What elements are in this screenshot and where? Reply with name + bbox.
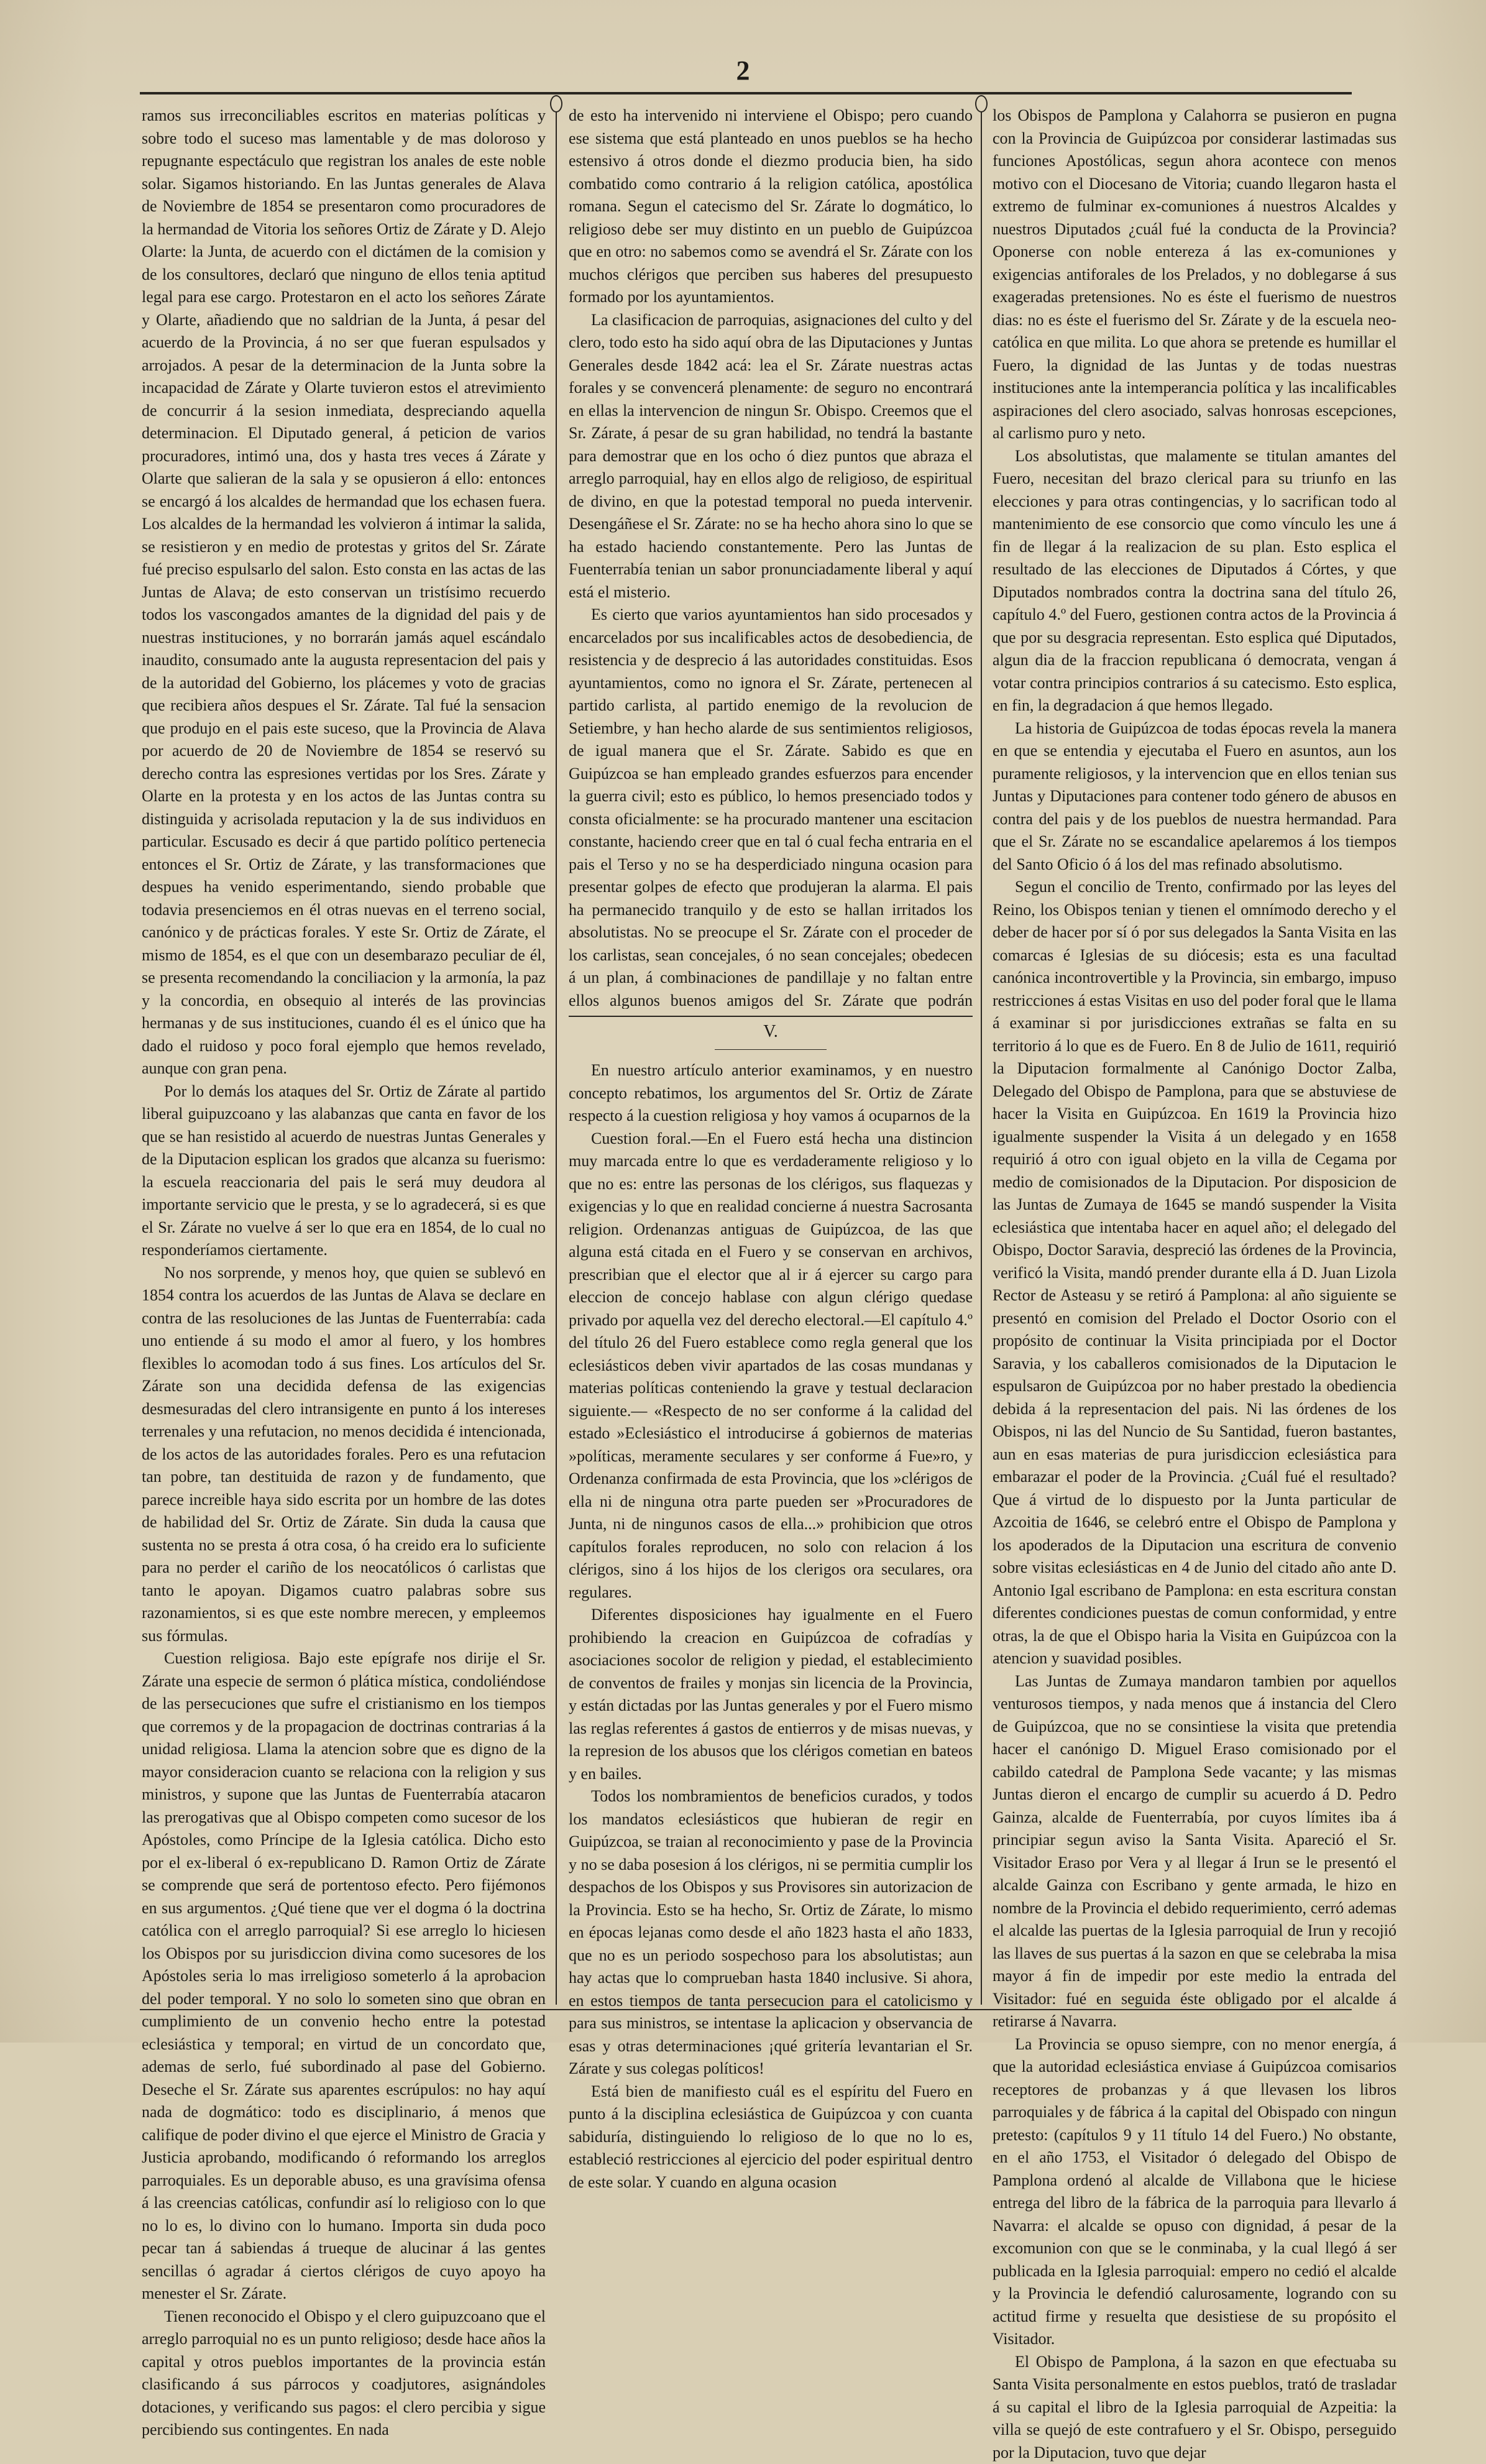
- paragraph: los Obispos de Pamplona y Calahorra se pusieron en pugna con la Provincia de Guipúzcoa por considerar lastimadas sus funciones Apostólicas, segun ahora acontece con menos motivo con el Diocesano de Vitoria; cuando llegaron hasta el extremo de fulminar ex-comuniones á nuestros Alcaldes y nuestros Diputados ¿cuál fué la conducta de la Provincia? Oponerse con noble entereza á las ex-comuniones y exigencias antiforales de los Prelados, y no doblegarse á sus exageradas pretensiones. No es éste el fuerismo de nuestros dias: no es éste el fuerismo del Sr. Zárate y de la escuela neo-católica en que milita. Lo que ahora se pretende es humillar el Fuero, la dignidad de las Juntas y de todas nuestras instituciones ante la intemperancia política y las incalificables aspiraciones del clero asociado, salvas honrosas escepciones, al carlismo puro y neto.: [993, 104, 1397, 445]
- page-number: 2: [0, 55, 1486, 86]
- paragraph: La clasificacion de parroquias, asignaciones del culto y del clero, todo esto ha sido aquí obra de las Diputaciones y Juntas Generales desde 1842 acá: lea el Sr. Zárate nuestras actas forales y se convencerá plenamente: de seguro no encontrará en ellas la intervencion de ningun Sr. Obispo. Creemos que el Sr. Zárate, á pesar de su gran habilidad, no tendrá la bastante para demostrar que en los ocho ó diez puntos que abraza el arreglo parroquial, hay en ellos algo de religioso, de espiritual de divino, en que la potestad temporal no pueda intervenir. Desengáñese el Sr. Zárate: no se ha hecho ahora sino lo que se ha estado haciendo constantemente. Pero las Juntas de Fuenterrabía tenian un sabor pronunciadamente liberal y aquí está el misterio.: [569, 309, 973, 604]
- paragraph: Diferentes disposiciones hay igualmente en el Fuero prohibiendo la creacion en Guipúzcoa de cofradías y asociaciones socolor de religion y piedad, el establecimiento de conventos de frailes y monjas sin licencia de la Provincia, y están dictadas por las Juntas generales y por el Fuero mismo las reglas referentes á gastos de entierros y de misas nuevas, y la represion de los abusos que los clérigos cometian en bateos y en bailes.: [569, 1604, 973, 1785]
- column-separator-1: [556, 103, 557, 2005]
- paragraph: ramos sus irreconciliables escritos en materias políticas y sobre todo el suceso mas lamentable y de mas doloroso y repugnante espectáculo que registran los anales de este noble solar. Sigamos historiando. En las Juntas generales de Alava de Noviembre de 1854 se presentaron como procuradores de la hermandad de Vitoria los señores Ortiz de Zárate y D. Alejo Olarte: la Junta, de acuerdo con el dictámen de la comision y de los consultores, declaró que ninguno de ellos tenia aptitud legal para ese cargo. Protestaron en el acto los señores Zárate y Olarte, añadiendo que no saldrian de la Junta, á pesar del acuerdo de la Provincia, á no ser que fueran espulsados y arrojados. A pesar de la determinacion de la Junta sobre la incapacidad de Zárate y Olarte tuvieron estos el atrevimiento de concurrir á la sesion inmediata, despreciando aquella determinacion. El Diputado general, á peticion de varios procuradores, intimó una, dos y hasta tres veces á Zárate y Olarte que salieran de la sala y se opusieron á ello: entonces se encargó á los alcaldes de hermandad que los echasen fuera. Los alcaldes de la hermandad les volvieron á intimar la salida, se resistieron y en medio de protestas y gritos del Sr. Zárate fué preciso espulsarlo del salon. Esto consta en las actas de las Juntas de Alava; de esto conservan un tristísimo recuerdo todos los vascongados amantes de la dignidad del pais y de nuestras instituciones, y no borrarán jamás aquel escándalo inaudito, consumado ante la augusta representacion del pais y de la autoridad del Gobierno, los plácemes y voto de gracias que recibiera años despues el Sr. Zárate. Tal fué la sensacion que produjo en el pais este suceso, que la Provincia de Alava por acuerdo de 20 de Noviembre de 1854 se reservó su derecho contra las espresiones vertidas por los Sres. Zárate y Olarte en la protesta y en los actos de las Juntas contra su distinguida y acrisolada reputacion y la de sus individuos en particular. Escusado es decir á que partido político pertenecia entonces el Sr. Ortiz de Zárate, y las transformaciones que despues ha venido esperimentando, siendo probable que todavia presenciemos en él otras nuevas en el terreno social, canónico y de prácticas forales. Y este Sr. Ortiz de Zárate, el mismo de 1854, es el que con un desembarazo peculiar de él, se presenta recomendando la conciliacion y la armonía, la paz y la concordia, en obsequio al interés de las provincias hermanas y de sus instituciones, cuando él es el único que ha dado el ruidoso y poco foral ejemplo que hemos revelado, aunque con gran pena.: [142, 104, 546, 1080]
- paragraph: Tienen reconocido el Obispo y el clero guipuzcoano que el arreglo parroquial no es un punto religioso; desde hace años la capital y otros pueblos importantes de la provincia están clasificando á sus párrocos y coadjutores, asignándoles dotaciones, y verificando sus pagos: el clero percibia y sigue percibiendo sus contingentes. En nada: [142, 2305, 546, 2442]
- separator-ornament-2: [975, 95, 988, 113]
- separator-ornament-1: [550, 95, 562, 113]
- paragraph: Por lo demás los ataques del Sr. Ortiz de Zárate al partido liberal guipuzcoano y las alabanzas que canta en favor de los que se han resistido al acuerdo de nuestras Juntas Generales y de la Diputacion esplican los grados que alcanza su fuerismo: la escuela reaccionaria del pais le será muy deudora al importante servicio que le presta, y se lo agradecerá, si es que el Sr. Zárate no vuelve á ser lo que era en 1854, de lo cual no responderíamos ciertamente.: [142, 1080, 546, 1262]
- column-separator-2: [981, 103, 982, 2005]
- paragraph: En nuestro artículo anterior examinamos, y en nuestro concepto rebatimos, los argumentos del Sr. Ortiz de Zárate respecto á la cuestion religiosa y hoy vamos á ocuparnos de la: [569, 1059, 973, 1128]
- column-2-section-v: [569, 1059, 973, 1998]
- section-divider: [569, 1016, 973, 1017]
- column-1: [142, 104, 546, 2000]
- column-3: [993, 104, 1397, 2000]
- paragraph: Las Juntas de Zumaya mandaron tambien por aquellos venturosos tiempos, y nada menos que á instancia del Clero de Guipúzcoa, que no se consintiese la visita que pretendia hacer el canónigo D. Miguel Eraso comisionado por el cabildo catedral de Pamplona Sede vacante; y las mismas Juntas dieron el encargo de cumplir su acuerdo á D. Pedro Gainza, alcalde de Fuenterrabía, por cuyos límites iba á principiar segun aviso la Santa Visita. Apareció el Sr. Visitador Eraso por Vera y al llegar á Irun se le presentó el alcalde Gainza con Escribano y gente armada, le hizo en nombre de la Provincia el debido requerimiento, cerró ademas el alcalde las puertas de la Iglesia parroquial de Irun y recojió las llaves de sus puertas á la sazon en que se celebraba la misa mayor á fin de impedir por este medio la entrada del Visitador: fué en seguida éste obligado por el alcalde á retirarse á Navarra.: [993, 1670, 1397, 2033]
- header-rule: [140, 92, 1352, 94]
- paragraph: Está bien de manifiesto cuál es el espíritu del Fuero en punto á la disciplina eclesiástica de Guipúzcoa y con cuanta sabiduría, distinguiendo lo religioso de lo que no lo es, estableció restricciones al ejercicio del poder espiritual dentro de este solar. Y cuando en alguna ocasion: [569, 2080, 973, 2194]
- paragraph: El Obispo de Pamplona, á la sazon en que efectuaba su Santa Visita personalmente en estos pueblos, trató de trasladar á su capital el libro de la Iglesia parroquial de Azpeitia: la villa se quejó de este contrafuero y el Sr. Obispo, perseguido por la Diputacion, tuvo que dejar: [993, 2351, 1397, 2464]
- paragraph: Los absolutistas, que malamente se titulan amantes del Fuero, necesitan del brazo clerical para su triunfo en las elecciones y para otras contingencias, y lo sacrifican todo al mantenimiento de ese consorcio que como vínculo les une á fin de llegar á la realizacion de su plan. Esto esplica el resultado de las elecciones de Diputados á Córtes, y que Diputados nombrados contra la doctrina sana del título 26, capítulo 4.º del Fuero, gestionen contra actos de la Provincia á que por su desgracia representan. Esto esplica qué Diputados, algun dia de la fraccion republicana ó democrata, vengan á votar contra principios contrarios á su catecismo. Esto esplica, en fin, la degradacion á que hemos llegado.: [993, 445, 1397, 717]
- paragraph: de esto ha intervenido ni interviene el Obispo; pero cuando ese sistema que está planteado en unos pueblos se ha hecho estensivo á otros donde el diezmo producia bien, ha sido combatido como contrario á la religion católica, apostólica romana. Segun el catecismo del Sr. Zárate lo dogmático, lo religioso debe ser muy distinto en un pueblo de Guipúzcoa que en otro: no sabemos como se avendrá el Sr. Zárate con los muchos clérigos que perciben sus haberes del presupuesto formado por los ayuntamientos.: [569, 104, 973, 309]
- paragraph: Cuestion foral.—En el Fuero está hecha una distincion muy marcada entre lo que es verdaderamente religioso y lo que no es: entre las personas de los clérigos, sus flaquezas y exigencias y lo que en realidad concierne á nuestra Sacrosanta religion. Ordenanzas antiguas de Guipúzcoa, de las que alguna está citada en el Fuero y se conservan en archivos, prescribian que el elector que al ir á ejercer su cargo para eleccion de concejo hablase con algun clérigo quedase privado por aquella vez del derecho electoral.—El capítulo 4.º del título 26 del Fuero establece como regla general que los eclesiásticos deben vivir apartados de las cosas mundanas y materias políticas conteniendo la grave y testual declaracion siguiente.— «Respecto de no ser conforme á la calidad del estado »Eclesiástico el introducirse á gobiernos de materias »políticas, meramente seculares y ser conforme á Fue»ro, y Ordenanza confirmada de esta Provincia, que los »clérigos de ella ni de ninguna otra parte pueden ser »Procuradores de Junta, ni de ningunos casos de ella...» prohibicion que otros capítulos forales reproducen, no solo con relacion á los clérigos, sino á los hijos de los clerigos ora seculares, ora regulares.: [569, 1128, 973, 1604]
- paragraph: Es cierto que varios ayuntamientos han sido procesados y encarcelados por sus incalificables actos de desobediencia, de resistencia y de desprecio á las autoridades constituidas. Esos ayuntamientos, como no ignora el Sr. Zárate, pertenecen al partido carlista, al partido enemigo de la revolucion de Setiembre, y han hecho alarde de sus sentimientos religiosos, de igual manera que el Sr. Zárate. Sabido es que en Guipúzcoa se han empleado grandes esfuerzos para encender la guerra civil; esto es público, lo hemos presenciado todos y consta oficialmente: se ha procurado mantener una escitacion constante, haciendo creer que en tal ó cual fecha entraria en el pais el Terso y no se ha desperdiciado ninguna ocasion para presentar golpes de efecto que produjeran la alarma. El pais ha permanecido tranquilo y de esto se hallan irritados los absolutistas. No se preocupe el Sr. Zárate con el proceder de los carlistas, sean concejales, ó no sean concejales; obedecen á un plan, á combinaciones de pandillaje y no faltan entre ellos algunos buenos amigos del Sr. Zárate que podrán: [569, 604, 973, 1009]
- paragraph: Segun el concilio de Trento, confirmado por las leyes del Reino, los Obispos tenian y tienen el omnímodo derecho y el deber de hacer por sí ó por sus delegados la Santa Visita en las comarcas é Iglesias de su diócesis; esta es una facultad canónica incontrovertible y la Provincia, sin embargo, impuso restricciones á estas Visitas en uso del poder foral que le llama á examinar si por jurisdicciones extrañas se falta en su territorio á lo que es de Fuero. En 8 de Julio de 1611, requirió la Diputacion formalmente al Canónigo Doctor Zalba, Delegado del Obispo de Pamplona, para que se abstuviese de hacer la Visita en Guipúzcoa. En 1619 la Provincia hizo igualmente suspender la Visita á un delegado y en 1658 requirió á otro con igual objeto en la villa de Cegama por medio de comisionados de la Diputacion. Por disposicion de las Juntas de Zumaya de 1645 se mandó suspender la Visita eclesiástica que intentaba hacer en aquel año; el delegado del Obispo, Doctor Saravia, despreció las órdenes de la Provincia, verificó la Visita, mandó prender durante ella á D. Juan Lizola Rector de Asteasu y se retiró á Pamplona: al año siguiente se presentó en comision del Prelado el Doctor Osorio con el propósito de continuar la Visita principiada por el Doctor Saravia, y los caballeros comisionados de la Diputacion le espulsaron de Guipúzcoa por no haber prestado la obediencia debida á la representacion del pais. Ni las órdenes de los Obispos, ni las del Nuncio de Su Santidad, fueron bastantes, aun en esas materias de pura jurisdiccion eclesiástica para embarazar el poder de la Provincia. ¿Cuál fué el resultado? Que á virtud de lo dispuesto por la Junta particular de Azcoitia de 1646, se celebró entre el Obispo de Pamplona y los apoderados de la Diputacion una escritura de convenio sobre visitas eclesiásticas en 4 de Junio del citado año ante D. Antonio Igal escribano de Pamplona: en esta escritura constan diferentes condiciones puestas de comun conformidad, y entre otras, la de que el Obispo haria la Visita en Guipúzcoa con la atencion y suavidad posibles.: [993, 876, 1397, 1670]
- paragraph: No nos sorprende, y menos hoy, que quien se sublevó en 1854 contra los acuerdos de las Juntas de Alava se declare en contra de las resoluciones de las Juntas de Fuenterrabía: cada uno entiende á su modo el amor al fuero, y los hombres flexibles lo acomodan todo á sus fines. Los artículos del Sr. Zárate son una decidida defensa de las exigencias desmesuradas del clero intransigente en punto á los intereses terrenales y una refutacion, no menos decidida é intencionada, de los actos de las autoridades forales. Pero es una refutacion tan pobre, tan destituida de razon y de fundamento, que parece increible haya sido escrita por un hombre de las dotes de habilidad del Sr. Ortiz de Zárate. Sin duda la causa que sustenta no se presta á otra cosa, ó ha creido era lo suficiente para no perder el cariño de los neocatólicos ó carlistas que tanto le apoyan. Digamos cuatro palabras sobre sus razonamientos, si es que este nombre merecen, y empleemos sus fórmulas.: [142, 1262, 546, 1648]
- section-heading: V.: [569, 1019, 973, 1044]
- footer-rule: [140, 2009, 1352, 2010]
- section-heading-underline: [715, 1049, 827, 1050]
- paragraph: La Provincia se opuso siempre, con no menor energía, á que la autoridad eclesiástica enviase á Guipúzcoa comisarios receptores de probanzas y á que llevasen los libros parroquiales y de fábrica á la capital del Obispado con ningun pretesto: (capítulos 9 y 11 título 14 del Fuero.) No obstante, en el año 1753, el Visitador ó delegado del Obispo de Pamplona ordenó al alcalde de Villabona que le hiciese entrega del libro de la fábrica de la parroquia para llevarlo á Navarra: el alcalde se opuso con dignidad, á pesar de la excomunion con que se le conminaba, y la cual llegó á ser publicada en la Iglesia parroquial: empero no cedió el alcalde y la Provincia le defendió calurosamente, logrando con su actitud firme y resuelta que desistiese de su propósito el Visitador.: [993, 2033, 1397, 2351]
- paragraph: La historia de Guipúzcoa de todas épocas revela la manera en que se entendia y ejecutaba el Fuero en asuntos, aun los puramente religiosos, y la intervencion que en ellos tenian sus Juntas y Diputaciones para contener todo género de abusos en contra del pais y de los pueblos de nuestra hermandad. Para que el Sr. Zárate no se escandalice apelaremos á los tiempos del Santo Oficio ó á los del mas refinado absolutismo.: [993, 717, 1397, 876]
- column-2: [569, 104, 973, 1009]
- paragraph: Cuestion religiosa. Bajo este epígrafe nos dirije el Sr. Zárate una especie de sermon ó plática mística, condoliéndose de las persecuciones que sufre el cristianismo en los tiempos que corremos y de la propagacion de doctrinas contrarias á la unidad religiosa. Llama la atencion sobre que es digno de la mayor consideracion cuanto se relaciona con la religion y sus ministros, y supone que las Juntas de Fuenterrabía atacaron las prerogativas que al Obispo competen como sucesor de los Apóstoles, como Príncipe de la Iglesia católica. Dicho esto por el ex-liberal ó ex-republicano D. Ramon Ortiz de Zárate se comprende que será de portentoso efecto. Pero fijémonos en sus argumentos. ¿Qué tiene que ver el dogma ó la doctrina católica con el arreglo parroquial? Si ese arreglo lo hiciesen los Obispos por su jurisdiccion divina como sucesores de los Apóstoles seria lo mas irreligioso someterlo á la aprobacion del poder temporal. Y no solo lo someten sino que obran en cumplimiento de un convenio hecho entre la potestad eclesiástica y temporal; en virtud de un concordato que, ademas de serlo, fué subordinado al pase del Gobierno. Deseche el Sr. Zárate sus aparentes escrúpulos: no hay aquí nada de dogmático: todo es disciplinario, á menos que califique de poder divino el que ejerce el Ministro de Gracia y Justicia aprobando, modificando ó reformando los arreglos parroquiales. Es un deporable abuso, es una gravísima ofensa á las creencias católicas, confundir así lo religioso con lo que no lo es, lo divino con lo humano. Importa sin duda poco pecar tan á sabiendas á trueque de alucinar á las gentes sencillas ó agradar á ciertos clérigos de cuyo apoyo ha menester el Sr. Zárate.: [142, 1647, 546, 2305]
- paragraph: Todos los nombramientos de beneficios curados, y todos los mandatos eclesiásticos que hubieran de regir en Guipúzcoa, se traian al reconocimiento y pase de la Provincia y no se daba posesion á los clérigos, ni se permitia cumplir los despachos de los Obispos y sus Provisores sin autorizacion de la Provincia. Esto se ha hecho, Sr. Ortiz de Zárate, lo mismo en épocas lejanas como desde el año 1823 hasta el año 1833, que no es un periodo sospechoso para los absolutistas; aun hay actas que lo comprueban hasta 1840 inclusive. Si ahora, en estos tiempos de tanta persecucion para el catolicismo y para sus ministros, se intentase la aplicacion y observancia de esas y otras determinaciones ¡qué gritería levantarian el Sr. Zárate y sus colegas políticos!: [569, 1785, 973, 2080]
